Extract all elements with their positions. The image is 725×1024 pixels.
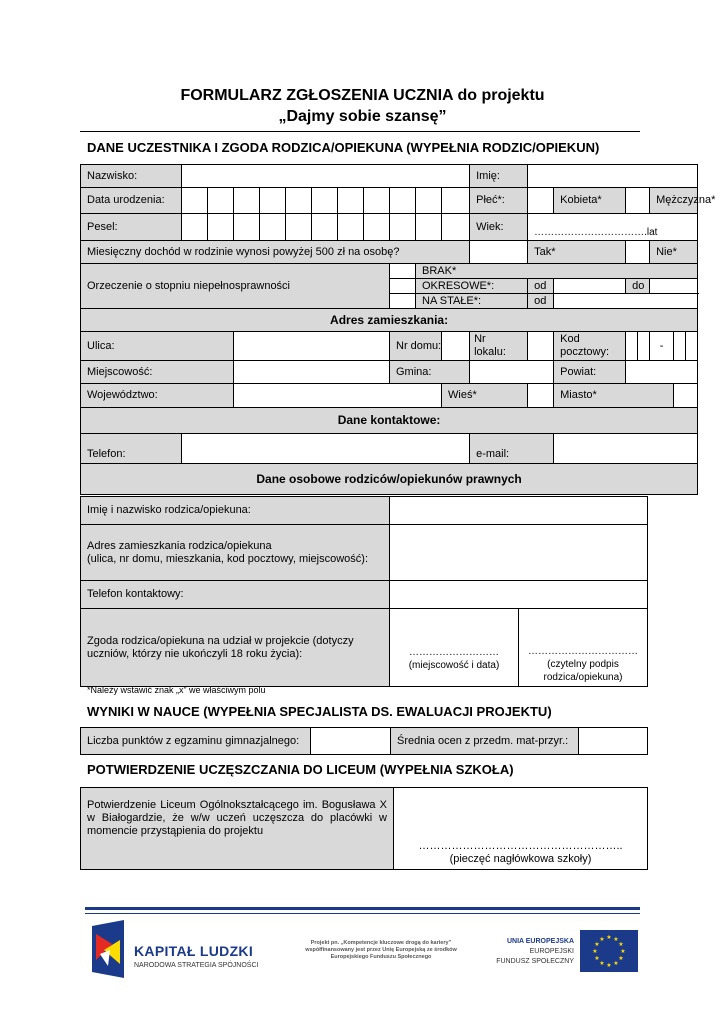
flat-number-label-line1: Nr bbox=[474, 333, 486, 345]
birthdate-box[interactable] bbox=[260, 188, 286, 214]
signature-caption-line1: (czytelny podpis bbox=[547, 659, 619, 670]
commune-field[interactable] bbox=[470, 361, 554, 384]
pesel-box[interactable] bbox=[260, 214, 286, 241]
pesel-box[interactable] bbox=[208, 214, 234, 241]
permanent-from-field[interactable] bbox=[554, 294, 698, 309]
parent-consent-label-line2: uczniów, którzy nie ukończyli 18 roku życia): bbox=[87, 647, 303, 660]
disability-periodic-label: OKRESOWE*: bbox=[416, 279, 528, 294]
exam-points-field[interactable] bbox=[311, 728, 391, 755]
flat-number-label bbox=[470, 332, 528, 361]
county-label: Powiat: bbox=[554, 361, 626, 384]
row-disability-none bbox=[81, 264, 698, 279]
city-label: Miasto* bbox=[554, 384, 674, 408]
place-date-field[interactable] bbox=[390, 609, 519, 687]
school-stamp-dots: ……………………………………………….. bbox=[418, 840, 623, 852]
income-yes-label: Tak* bbox=[528, 241, 626, 264]
pesel-box[interactable] bbox=[442, 214, 470, 241]
row-voivodeship bbox=[81, 384, 698, 408]
section2-heading: WYNIKI W NAUCE (WYPEŁNIA SPECJALISTA DS. EWALUACJI PROJEKTU) bbox=[87, 704, 552, 719]
svg-text:★: ★ bbox=[613, 936, 619, 943]
surname-label: Nazwisko: bbox=[81, 165, 182, 188]
male-checkbox[interactable] bbox=[626, 188, 650, 214]
place-date-caption: (miejscowość i data) bbox=[408, 660, 500, 671]
disability-permanent-label: NA STAŁE*: bbox=[416, 294, 528, 309]
birthdate-box[interactable] bbox=[416, 188, 442, 214]
postal-code-box[interactable] bbox=[686, 332, 691, 360]
age-label: Wiek: bbox=[470, 214, 528, 241]
row-parents-header bbox=[81, 464, 698, 495]
project-info-line1: Projekt pn. „Kompetencje kluczowe drogą do kariery” bbox=[310, 940, 452, 946]
eu-text bbox=[488, 937, 574, 967]
postal-code-boxes-1[interactable] bbox=[626, 332, 650, 361]
eu-text-line2: EUROPEJSKI bbox=[529, 948, 574, 955]
contact-header: Dane kontaktowe: bbox=[81, 408, 698, 434]
name-field[interactable] bbox=[528, 165, 698, 188]
footer-line-thin bbox=[85, 913, 640, 914]
parent-consent-label-line1: Zgoda rodzica/opiekuna na udział w projekcie (dotyczy bbox=[87, 634, 354, 647]
title-divider bbox=[80, 131, 640, 132]
periodic-to-field[interactable] bbox=[650, 279, 698, 294]
birthdate-box[interactable] bbox=[364, 188, 390, 214]
svg-text:★: ★ bbox=[606, 962, 612, 969]
phone-field[interactable] bbox=[182, 434, 470, 464]
income-no-checkbox[interactable] bbox=[626, 241, 650, 264]
periodic-from-label: od bbox=[528, 279, 554, 294]
svg-text:★: ★ bbox=[606, 934, 612, 941]
parent-address-label bbox=[81, 525, 390, 581]
page-title: FORMULARZ ZGŁOSZENIA UCZNIA do projektu bbox=[180, 87, 545, 104]
school-stamp-caption: (pieczęć nagłówkowa szkoły) bbox=[449, 853, 592, 865]
disability-none-checkbox[interactable] bbox=[390, 264, 416, 279]
eu-text-line1: UNIA EUROPEJSKA bbox=[506, 938, 574, 945]
project-info bbox=[296, 940, 466, 961]
results-table bbox=[80, 727, 648, 755]
postal-code-label-line1: Kod bbox=[560, 333, 580, 345]
village-checkbox[interactable] bbox=[528, 384, 554, 408]
commune-label: Gmina: bbox=[390, 361, 470, 384]
row-income bbox=[81, 241, 698, 264]
pesel-box[interactable] bbox=[286, 214, 312, 241]
disability-periodic-checkbox[interactable] bbox=[390, 279, 416, 294]
parent-address-label-line1: Adres zamieszkania rodzica/opiekuna bbox=[87, 539, 272, 552]
postal-code-label bbox=[554, 332, 626, 361]
svg-text:★: ★ bbox=[592, 948, 598, 955]
female-checkbox[interactable] bbox=[528, 188, 554, 214]
city-checkbox[interactable] bbox=[674, 384, 698, 408]
svg-text:★: ★ bbox=[594, 955, 600, 962]
birthdate-box[interactable] bbox=[442, 188, 470, 214]
school-confirmation-text: Potwierdzenie Liceum Ogólnokształcącego im. Bogusława X w Białogardzie, że w/w uczeń uczęszcza do placówki w momencie przystąpienia do projektu bbox=[81, 788, 394, 870]
disability-permanent-checkbox[interactable] bbox=[390, 294, 416, 309]
school-table bbox=[80, 787, 648, 870]
page-subtitle: „Dajmy sobie szansę” bbox=[278, 108, 447, 125]
postal-code-dash: - bbox=[650, 332, 674, 361]
pesel-box[interactable] bbox=[182, 214, 208, 241]
birthdate-box[interactable] bbox=[338, 188, 364, 214]
surname-field[interactable] bbox=[182, 165, 470, 188]
signature-caption-line2: rodzica/opiekuna) bbox=[543, 672, 623, 683]
voivodeship-label: Województwo: bbox=[81, 384, 234, 408]
village-label: Wieś* bbox=[442, 384, 528, 408]
signature-field[interactable] bbox=[519, 609, 648, 687]
periodic-to-label: do bbox=[626, 279, 650, 294]
phone-label: Telefon: bbox=[81, 434, 182, 464]
street-field[interactable] bbox=[234, 332, 390, 361]
section3-heading: POTWIERDZENIE UCZĘSZCZANIA DO LICEUM (WYPEŁNIA SZKOŁA) bbox=[87, 762, 514, 777]
postal-code-box[interactable] bbox=[638, 332, 643, 360]
kapital-ludzki-logo-icon bbox=[90, 920, 126, 980]
flat-number-label-line2: lokalu: bbox=[474, 346, 506, 358]
eu-flag-icon bbox=[580, 930, 638, 972]
row-surname bbox=[81, 165, 698, 188]
row-parent-phone bbox=[81, 581, 648, 609]
name-label: Imię: bbox=[470, 165, 528, 188]
row-contact bbox=[81, 434, 698, 464]
footnote: *Należy wstawić znak „x” we właściwym polu bbox=[87, 685, 266, 695]
house-number-label: Nr domu: bbox=[390, 332, 442, 361]
periodic-from-field[interactable] bbox=[554, 279, 626, 294]
parent-consent-label bbox=[81, 609, 390, 687]
row-address-header bbox=[81, 309, 698, 332]
average-grade-label: Średnia ocen z przedm. mat-przyr.: bbox=[391, 728, 579, 755]
parents-table bbox=[80, 496, 648, 687]
pesel-label: Pesel: bbox=[81, 214, 182, 241]
section1-heading: DANE UCZESTNIKA I ZGODA RODZICA/OPIEKUNA (WYPEŁNIA RODZIC/OPIEKUN) bbox=[87, 140, 600, 155]
row-birthdate bbox=[81, 188, 698, 214]
disability-label: Orzeczenie o stopniu niepełnosprawności bbox=[81, 264, 390, 309]
svg-text:★: ★ bbox=[599, 936, 605, 943]
house-number-field[interactable] bbox=[442, 332, 470, 361]
town-label: Miejscowość: bbox=[81, 361, 234, 384]
income-no-label: Nie* bbox=[650, 241, 698, 264]
age-field[interactable]: …………………………….lat bbox=[528, 214, 698, 241]
birthdate-box[interactable] bbox=[286, 188, 312, 214]
participant-table bbox=[80, 164, 716, 495]
postal-code-boxes-2[interactable] bbox=[674, 332, 698, 361]
pesel-box[interactable] bbox=[312, 214, 338, 241]
address-header: Adres zamieszkania: bbox=[81, 309, 698, 332]
svg-text:★: ★ bbox=[599, 960, 605, 967]
parent-name-field[interactable] bbox=[390, 497, 648, 525]
voivodeship-field[interactable] bbox=[234, 384, 442, 408]
pesel-box[interactable] bbox=[234, 214, 260, 241]
parent-address-label-line2: (ulica, nr domu, mieszkania, kod pocztowy, miejscowość): bbox=[87, 552, 369, 565]
street-label: Ulica: bbox=[81, 332, 234, 361]
birthdate-box[interactable] bbox=[234, 188, 260, 214]
row-street bbox=[81, 332, 698, 361]
average-grade-field[interactable] bbox=[579, 728, 648, 755]
eu-text-line3: FUNDUSZ SPOŁECZNY bbox=[496, 958, 574, 965]
postal-code-label-line2: pocztowy: bbox=[560, 346, 610, 358]
county-field[interactable] bbox=[626, 361, 698, 384]
parent-name-label: Imię i nazwisko rodzica/opiekuna: bbox=[81, 497, 390, 525]
row-contact-header bbox=[81, 408, 698, 434]
signature-dots: …………………………… bbox=[528, 646, 638, 657]
female-label: Kobieta* bbox=[554, 188, 626, 214]
parents-header: Dane osobowe rodziców/opiekunów prawnych bbox=[81, 464, 698, 495]
flat-number-field[interactable] bbox=[528, 332, 554, 361]
birthdate-label: Data urodzenia: bbox=[81, 188, 182, 214]
project-info-line3: Europejskiego Funduszu Społecznego bbox=[330, 954, 432, 960]
project-info-line2: współfinansowany jest przez Unię Europejską ze środków bbox=[305, 947, 457, 953]
parent-phone-field[interactable] bbox=[390, 581, 648, 609]
birthdate-box[interactable] bbox=[390, 188, 416, 214]
town-field[interactable] bbox=[234, 361, 390, 384]
row-results bbox=[81, 728, 648, 755]
sex-label: Płeć*: bbox=[470, 188, 528, 214]
male-label: Mężczyzna* bbox=[650, 188, 698, 214]
svg-text:★: ★ bbox=[620, 948, 626, 955]
birthdate-box[interactable] bbox=[182, 188, 208, 214]
row-parent-name bbox=[81, 497, 648, 525]
svg-text:★: ★ bbox=[618, 941, 624, 948]
exam-points-label: Liczba punktów z egzaminu gimnazjalnego: bbox=[81, 728, 311, 755]
birthdate-box[interactable] bbox=[312, 188, 338, 214]
place-date-dots: ……………………… bbox=[409, 647, 499, 658]
email-field[interactable] bbox=[554, 434, 698, 464]
row-parent-consent bbox=[81, 609, 648, 687]
disability-none-label: BRAK* bbox=[416, 264, 698, 279]
pesel-box[interactable] bbox=[416, 214, 442, 241]
email-label: e-mail: bbox=[470, 434, 554, 464]
kapital-ludzki-subtitle: NARODOWA STRATEGIA SPÓJNOŚCI bbox=[134, 962, 259, 969]
permanent-from-label: od bbox=[528, 294, 554, 309]
kapital-ludzki-title: KAPITAŁ LUDZKI bbox=[134, 943, 254, 959]
svg-text:★: ★ bbox=[594, 941, 600, 948]
row-school bbox=[81, 788, 648, 870]
footer-line-thick bbox=[85, 907, 640, 910]
row-pesel bbox=[81, 214, 698, 241]
row-parent-address bbox=[81, 525, 648, 581]
svg-text:★: ★ bbox=[618, 955, 624, 962]
pesel-box[interactable] bbox=[338, 214, 364, 241]
birthdate-box[interactable] bbox=[208, 188, 234, 214]
svg-text:★: ★ bbox=[613, 960, 619, 967]
parent-phone-label: Telefon kontaktowy: bbox=[81, 581, 390, 609]
parent-address-field[interactable] bbox=[390, 525, 648, 581]
pesel-box[interactable] bbox=[390, 214, 416, 241]
row-town bbox=[81, 361, 698, 384]
income-label: Miesięczny dochód w rodzinie wynosi powyżej 500 zł na osobę? bbox=[81, 241, 470, 264]
income-yes-checkbox[interactable] bbox=[470, 241, 528, 264]
pesel-box[interactable] bbox=[364, 214, 390, 241]
school-stamp-field[interactable] bbox=[394, 788, 648, 870]
